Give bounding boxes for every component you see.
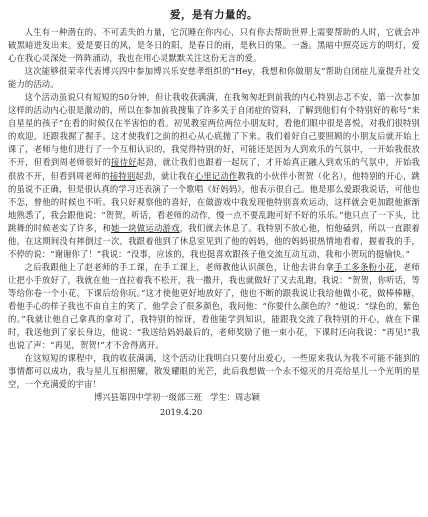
- document-body: [8, 26, 420, 391]
- document-title: 爱，是有力量的。: [170, 9, 258, 21]
- document-paragraph: [8, 26, 420, 65]
- underlined-text: 接特别: [109, 170, 136, 181]
- signature-line: 博兴县第四中学初一级部三班 学生：周志颖: [94, 392, 260, 403]
- paragraph-text: 这个活动虽说只有短短的50分钟，但让我收获满满，在我匆匆赶到前我的内心特别忐忑不安，第一次参加这样的活动内心很是激动的，所以在参加前我搜集了许多关于自闭症的资料，了解到他们有个特别好的称号“来自星星的孩子”在看的时候仅在半害怕的看。初见教室两位两位小朋友时，看他们眼中很是喜悦，对我们很特别的欢迎，还跟我握了握手。这才使我们之前的担心从心底抛了下来。我们着好自己要照顾的小朋友后就开始上课了，老师与他们进行了一个互相认识的，我觉得特别的好，可能还是因为人到欢乐的气氛中，一开始我很放不开，但看到周老师很好的: [8, 92, 420, 168]
- paragraph-text: 起劲，就让我们也跟着一起玩了，才开始真正融入到欢乐的气氛中，开始我很放不开，但看到周老师的: [8, 157, 420, 181]
- paragraph-text: 教我的小伙伴小贺贺（化名），他特别的开心，跳的虽说不正确，但是很认真的学习还表演了一个歌唱《好妈妈》，他表示很自己。他是那么爱跟我说话，可他也不怎，曾他的时候也不听。我只好观察他的喜好，在做游戏中我发现他特别喜欢运动，这样就会更加跟他渐渐地熟悉了，我会跟他说：“贺贺，听话，看老师的动作，慢一点不要乱跑可好不好的乐乐。”他只点了一下头，比跳舞的时候老实了许多，和: [8, 170, 420, 233]
- document-paragraph: [8, 261, 420, 352]
- paragraph-text: ，我们就去休息了。我特别不放心他，怕他磕到，所以一直跟着他，在这期间没有摔倒过一次，我跟着他到了休息室见到了他的妈妈，他的妈妈很热情地看着，握着我的手，不停的说：“谢谢你了！”我说：“没事，应该的，我也挺喜欢跟孩子他交流互动互动，我和小贺玩的挺愉快。”: [8, 222, 420, 259]
- document-paragraph: [8, 91, 420, 261]
- paragraph-text: 这次能够很荣幸代表博兴四中参加博兴乐安慈孝组织的“Hey，我想和你做朋友”帮助自闭症儿童提升社交能力的活动。: [8, 66, 420, 90]
- document-date: 2019.4.20: [160, 407, 203, 418]
- underlined-text: 手工多条粉小花: [334, 261, 395, 272]
- paragraph-text: 在这短短的课程中，我的收获满满，这个活动让我明白只要付出爱心，一些原来我认为我不可能不能到的事情都可以成功，我与星儿互相照耀，散发耀眼的光芒，此后我想做一个永不熄灭的月亮给星儿一个光明的星空，一个充满爱的宇宙！: [8, 353, 420, 390]
- document-paragraph: [8, 65, 420, 91]
- underlined-text: 接待好: [111, 157, 137, 168]
- paragraph-text: ，老师让把小手放好了，我就在他一直拉着我不松开，我一撒开，我也就做好了又去乱跑，我说：“贺贺，你听话，等等给你卷一个小花，下课后给你玩。”这才使他更好地放好了，他也不断的跟我说让我给他做小花，做棒棒糖，看他手心的样子我也不由自主的笑了，他学会了很多颜色，我问他：“你要什么颜色的？”他说：“绿色的，紫色的。”我就让他自己拿真的拿对了，我特别的惊讶，看他能学到知识，能跟我交流了我特别的开心，就在下课时，我送他到了家长身边，他说：“我送给妈妈最后的，老师奖励了他一束小花，下课时还向我说：“再见!”我也说了声：“再见，贺贺!”才不舍得离开。: [8, 261, 421, 351]
- document-paragraph: [8, 352, 420, 391]
- underlined-text: 心里记动作: [194, 170, 238, 181]
- paragraph-text: 起劲，就让我在: [135, 170, 195, 181]
- underlined-text: 她一块做运动游戏: [111, 222, 180, 233]
- paragraph-text: 之后我跟他上了赵老师的手工课，在手工课上，老师教他认识颜色，让他去讲台拿: [24, 261, 335, 272]
- paragraph-text: 人生有一种潜在的、不可丢失的力量，它沉睡在你内心，只有你去帮助世界上需要帮助的人时，它就会冲破黑暗进发出来。爱是要日的风，是冬日的阳，是春日的雨，是秋日的果。一盏。黑暗中照亮远方的明灯，爱心在我心灵深处一阵阵涌动，我也在用心灵默默关注这份无言的爱。: [8, 27, 420, 64]
